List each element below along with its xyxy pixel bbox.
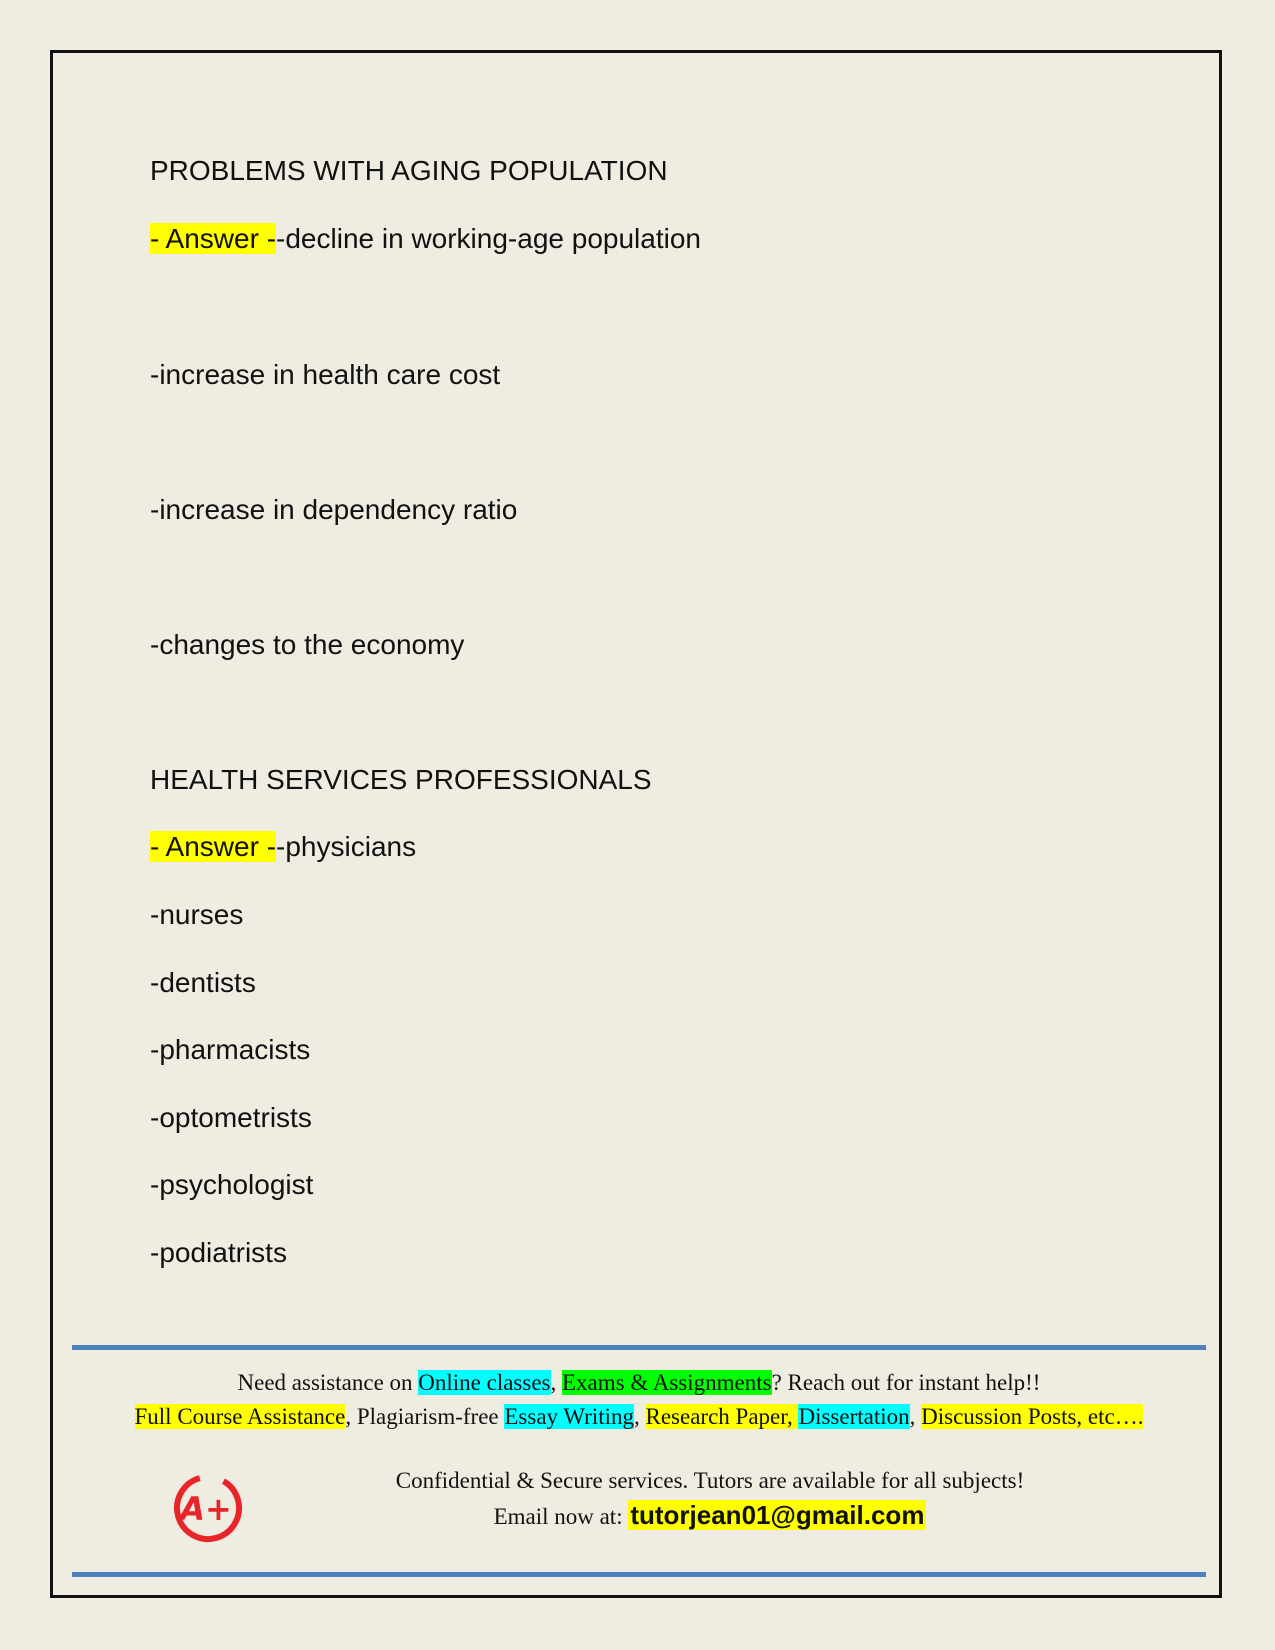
highlight-exams-assignments: Exams & Assignments (562, 1370, 772, 1395)
answer-first-item: -decline in working-age population (276, 223, 701, 254)
footer-line-4 (160, 1500, 1260, 1532)
footer-line-1 (72, 1368, 1206, 1398)
footer-text: , (909, 1404, 922, 1429)
answer-line-aging (150, 222, 701, 256)
footer-top-rule (72, 1345, 1206, 1350)
footer-line-3: Confidential & Secure services. Tutors are available for all subjects! (395, 1468, 1025, 1493)
highlight-dissertation: Dissertation (798, 1404, 910, 1429)
list-item: -pharmacists (150, 1034, 311, 1065)
list-item: -changes to the economy (150, 629, 465, 660)
footer-text: , (550, 1370, 562, 1395)
section-heading-professionals: HEALTH SERVICES PROFESSIONALS (150, 764, 652, 795)
footer-text: , Plagiarism-free (345, 1404, 505, 1429)
footer-line-2 (72, 1402, 1206, 1432)
highlight-essay-writing: Essay Writing (504, 1404, 634, 1429)
answer-line-professionals (150, 830, 416, 864)
footer-bottom-rule (72, 1572, 1206, 1577)
section-heading-aging: PROBLEMS WITH AGING POPULATION (150, 155, 668, 186)
footer-text: Email now at: (493, 1504, 629, 1529)
list-item: -nurses (150, 899, 244, 930)
highlight-online-classes: Online classes (418, 1370, 551, 1395)
page-border (50, 50, 1222, 1598)
footer-text: Need assistance on (237, 1370, 419, 1395)
list-item: -psychologist (150, 1169, 314, 1200)
answer-label: - Answer - (150, 831, 277, 862)
list-item: -dentists (150, 967, 256, 998)
list-item: -optometrists (150, 1102, 312, 1133)
footer-text: , (634, 1404, 646, 1429)
list-item: -podiatrists (150, 1237, 287, 1268)
answer-first-item: -physicians (276, 831, 417, 862)
highlight-research-paper: Research Paper, (645, 1404, 799, 1429)
list-item: -increase in dependency ratio (150, 494, 518, 525)
list-item: -increase in health care cost (150, 359, 501, 390)
answer-label: - Answer - (150, 223, 277, 254)
highlight-full-course: Full Course Assistance (134, 1404, 346, 1429)
email-link[interactable]: tutorjean01@gmail.com (630, 1500, 925, 1530)
logo-text: A+ (180, 1490, 232, 1528)
highlight-discussion-posts: Discussion Posts, etc…. (921, 1404, 1144, 1429)
footer-text: ? Reach out for instant help!! (771, 1370, 1041, 1395)
